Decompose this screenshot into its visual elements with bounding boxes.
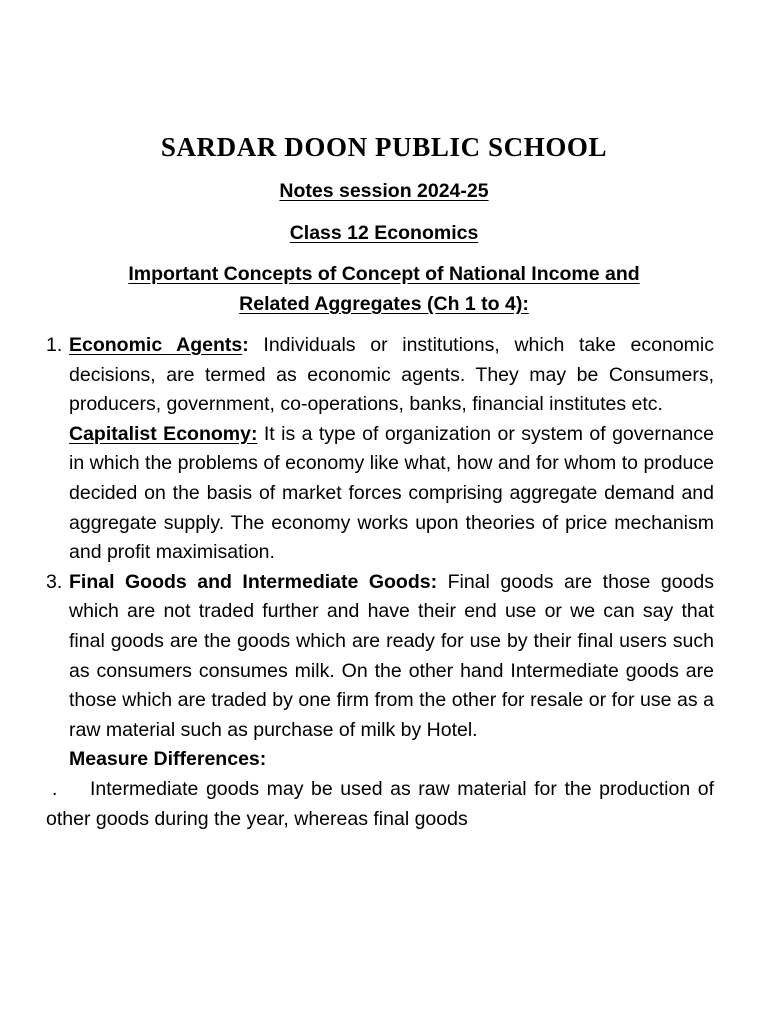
definition-economic-agents: Individuals or institutions, which take economic decisions, are termed as economic agents. They may be Consumers, producers, government, co-operations, banks, financial institutes etc. [69,334,714,416]
paragraph-intermediate-text: Intermediate goods may be used as raw material for the production of other goods during the year, whereas final goods [46,777,714,830]
session-subtitle [0,176,768,206]
topic-heading-line-1 [0,259,768,289]
term-capitalist-economy: Capitalist Economy: [69,422,258,445]
notes-body [46,331,714,834]
paragraph-intermediate-goods [46,775,714,834]
item-number: 1. [46,334,63,356]
session-text: Notes session 2024-25 [279,180,489,202]
topic-text-2: Related Aggregates (Ch 1 to 4): [239,293,529,315]
definition-capitalist-economy: It is a type of organization or system of governance in which the problems of economy like what, how and for whom to produce decided on the basis of market forces comprising aggregate demand and aggregate supply. The economy works upon theories of price mechanism and profit maximisation. [69,422,714,564]
definition-final-intermediate-goods: Final goods are those goods which are not traded further and have their end use or we can say that final goods are the goods which are ready for use by their final users such as consumers consumes milk. On the other hand Intermediate goods are those which are traded by one firm from the other for resale or for use as a raw material such as purchase of milk by Hotel. [69,570,714,741]
paragraph-measure-differences [46,745,714,775]
item-number: 3. [46,570,63,593]
class-subject-text: Class 12 Economics [289,222,479,244]
paragraph-capitalist-economy [46,420,714,568]
term-economic-agents: Economic Agents [69,334,243,356]
class-subtitle [0,218,768,248]
term-colon: : [242,334,249,356]
topic-heading-line-2 [0,289,768,319]
list-item-economic-agents [46,331,714,420]
list-item-final-goods [46,568,714,746]
topic-text-1: Important Concepts of Concept of National Income and [128,263,640,285]
bullet-marker: . [52,777,58,800]
term-measure-differences: Measure Differences: [69,748,267,771]
school-name-heading: SARDAR DOON PUBLIC SCHOOL [160,132,608,162]
term-final-intermediate-goods: Final Goods and Intermediate Goods: [69,570,438,593]
